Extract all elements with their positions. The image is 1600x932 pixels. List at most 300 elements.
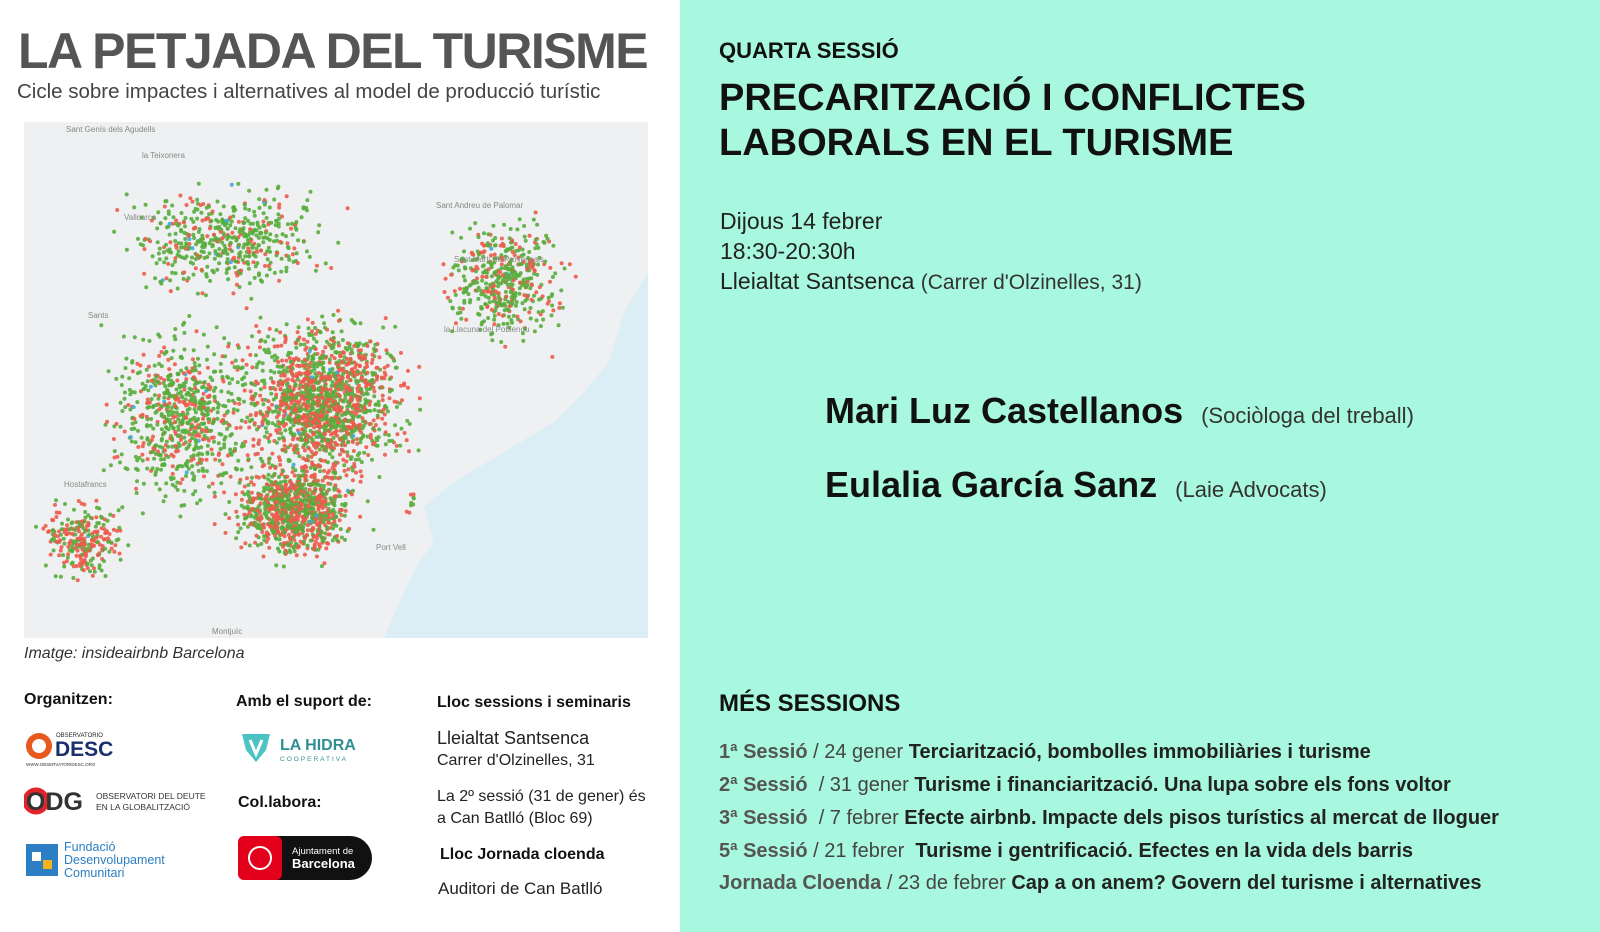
listing-dot: [157, 394, 161, 398]
listing-dot: [276, 212, 280, 216]
listing-dot: [557, 323, 561, 327]
listing-dot: [306, 491, 310, 495]
listing-dot: [403, 431, 407, 435]
listing-dot: [240, 504, 244, 508]
listing-dot: [310, 411, 314, 415]
listing-dot: [180, 477, 184, 481]
listing-dot: [332, 488, 336, 492]
listing-dot: [335, 424, 339, 428]
listing-dot: [274, 393, 278, 397]
listing-dot: [162, 346, 166, 350]
listing-dot: [366, 453, 370, 457]
listing-dot: [133, 335, 137, 339]
listing-dot: [278, 427, 282, 431]
listing-dot: [260, 460, 264, 464]
listing-dot: [163, 448, 167, 452]
listing-dot: [183, 224, 187, 228]
listing-dot: [509, 267, 513, 271]
listing-dot: [250, 491, 254, 495]
listing-dot: [162, 391, 166, 395]
listing-dot: [313, 326, 317, 330]
listing-dot: [285, 383, 289, 387]
note-line-2: a Can Batlló (Bloc 69): [437, 810, 593, 827]
listing-dot: [356, 402, 360, 406]
listing-dot: [364, 379, 368, 383]
listing-dot: [266, 516, 270, 520]
listing-dot: [346, 529, 350, 533]
listing-dot: [223, 223, 227, 227]
listing-dot: [533, 246, 537, 250]
listing-dot: [219, 389, 223, 393]
listing-dot: [77, 499, 81, 503]
listing-dot: [248, 544, 252, 548]
listing-dot: [278, 458, 282, 462]
listing-dot: [340, 413, 344, 417]
listing-dot: [320, 434, 324, 438]
listing-dot: [293, 474, 297, 478]
listing-dot: [135, 362, 139, 366]
listing-dot: [254, 353, 258, 357]
listing-dot: [381, 398, 385, 402]
listing-dot: [160, 412, 164, 416]
listing-dot: [242, 400, 246, 404]
listing-dot: [156, 240, 160, 244]
listing-dot: [479, 251, 483, 255]
listing-dot: [529, 306, 533, 310]
map-label-la-teixonera: la Teixonera: [142, 151, 185, 160]
listing-dot: [273, 387, 277, 391]
listing-dot: [256, 221, 260, 225]
listing-dot: [418, 408, 422, 412]
listing-dot: [89, 516, 93, 520]
listing-dot: [192, 273, 196, 277]
listing-dot: [506, 278, 510, 282]
listing-dot: [345, 450, 349, 454]
listing-dot: [184, 416, 188, 420]
listing-dot: [290, 222, 294, 226]
listing-dot: [195, 198, 199, 202]
listing-dot: [301, 499, 305, 503]
listing-dot: [228, 381, 232, 385]
listing-dot: [240, 498, 244, 502]
listing-dot: [409, 493, 413, 497]
listing-dot: [236, 408, 240, 412]
listing-dot: [372, 441, 376, 445]
listing-dot: [123, 391, 127, 395]
listing-dot: [357, 409, 361, 413]
listing-dot: [213, 491, 217, 495]
listing-dot: [265, 414, 269, 418]
listing-dot: [311, 432, 315, 436]
listing-dot: [159, 468, 163, 472]
listing-dot: [299, 380, 303, 384]
listing-dot: [284, 269, 288, 273]
listing-dot: [462, 249, 466, 253]
listing-dot: [388, 396, 392, 400]
listing-dot: [279, 344, 283, 348]
listing-dot: [53, 503, 57, 507]
listing-dot: [180, 384, 184, 388]
listing-dot: [226, 345, 230, 349]
listing-dot: [511, 288, 515, 292]
listing-dot: [395, 405, 399, 409]
listing-dot: [192, 429, 196, 433]
listing-dot: [496, 281, 500, 285]
listing-dot: [309, 429, 313, 433]
odg-logo: [24, 786, 224, 816]
listing-dot: [222, 204, 226, 208]
session-place-line: [720, 266, 1142, 298]
listing-dot: [294, 356, 298, 360]
listing-dot: [146, 388, 150, 392]
listing-dot: [303, 449, 307, 453]
listing-dot: [314, 376, 318, 380]
listing-dot: [197, 255, 201, 259]
listing-dot: [359, 387, 363, 391]
listing-dot: [515, 315, 519, 319]
listing-dot: [186, 412, 190, 416]
listing-dot: [164, 256, 168, 260]
listing-dot: [454, 293, 458, 297]
listing-dot: [316, 508, 320, 512]
listing-dot: [106, 519, 110, 523]
listing-dot: [332, 520, 336, 524]
listing-dot: [298, 454, 302, 458]
listing-dot: [213, 249, 217, 253]
listing-dot: [279, 270, 283, 274]
listing-dot: [216, 220, 220, 224]
listing-dot: [299, 503, 303, 507]
listing-dot: [301, 431, 305, 435]
listing-dot: [362, 356, 366, 360]
listing-dot: [250, 402, 254, 406]
listing-dot: [493, 314, 497, 318]
listing-dot: [190, 424, 194, 428]
listing-dot: [320, 315, 324, 319]
listing-dot: [295, 364, 299, 368]
listing-dot: [245, 476, 249, 480]
listing-dot: [307, 435, 311, 439]
listing-dot: [182, 331, 186, 335]
listing-dot: [268, 466, 272, 470]
listing-dot: [57, 540, 61, 544]
listing-dot: [297, 336, 301, 340]
listing-dot: [243, 440, 247, 444]
listing-dot: [259, 249, 263, 253]
listing-dot: [279, 387, 283, 391]
listing-dot: [277, 202, 281, 206]
listing-dot: [318, 469, 322, 473]
listing-dot: [310, 450, 314, 454]
listing-dot: [383, 404, 387, 408]
listing-dot: [123, 430, 127, 434]
listing-dot: [205, 469, 209, 473]
listing-dot: [254, 512, 258, 516]
listing-dot: [273, 345, 277, 349]
listing-dot: [344, 494, 348, 498]
listing-dot: [287, 494, 291, 498]
listing-dot: [235, 274, 239, 278]
listing-dot: [325, 526, 329, 530]
listing-dot: [165, 276, 169, 280]
listing-dot: [383, 366, 387, 370]
listing-dot: [319, 504, 323, 508]
listing-dot: [197, 452, 201, 456]
listing-dot: [277, 370, 281, 374]
listing-dot: [347, 362, 351, 366]
listing-dot: [44, 564, 48, 568]
listing-dot: [373, 371, 377, 375]
listing-dot: [190, 256, 194, 260]
listing-dot: [308, 333, 312, 337]
listing-dot: [264, 398, 268, 402]
listing-dot: [275, 415, 279, 419]
listing-dot: [233, 447, 237, 451]
listing-dot: [321, 386, 325, 390]
listing-dot: [271, 421, 275, 425]
listing-dot: [174, 398, 178, 402]
listing-dot: [309, 539, 313, 543]
more-sessions-heading: MÉS SESSIONS: [719, 690, 901, 717]
listing-dot: [217, 261, 221, 265]
listing-dot: [182, 503, 186, 507]
listing-dot: [474, 265, 478, 269]
listing-dot: [227, 516, 231, 520]
listing-dot: [462, 274, 466, 278]
listing-dot: [265, 216, 269, 220]
listing-dot: [96, 553, 100, 557]
listing-dot: [470, 269, 474, 273]
listing-dot: [89, 559, 93, 563]
listing-dot: [340, 375, 344, 379]
listing-dot: [204, 413, 208, 417]
listing-dot: [315, 364, 319, 368]
listing-dot: [246, 453, 250, 457]
listing-dot: [319, 363, 323, 367]
listing-dot: [206, 395, 210, 399]
listing-dot: [244, 516, 248, 520]
speaker-1: [825, 390, 1414, 432]
listing-dot: [213, 495, 217, 499]
listing-dot: [551, 244, 555, 248]
listing-dot: [224, 219, 228, 223]
listing-dot: [346, 341, 350, 345]
listing-dot: [51, 518, 55, 522]
listing-dot: [90, 563, 94, 567]
listing-dot: [394, 449, 398, 453]
listing-dot: [336, 309, 340, 313]
listing-dot: [71, 561, 75, 565]
listing-dot: [291, 372, 295, 376]
listing-dot: [320, 356, 324, 360]
listing-dot: [146, 379, 150, 383]
listing-dot: [206, 345, 210, 349]
listing-dot: [250, 334, 254, 338]
listing-dot: [176, 425, 180, 429]
listing-dot: [281, 511, 285, 515]
listing-dot: [227, 266, 231, 270]
listing-dot: [167, 401, 171, 405]
listing-dot: [223, 354, 227, 358]
listing-dot: [73, 533, 77, 537]
listing-dot: [311, 438, 315, 442]
listing-dot: [336, 476, 340, 480]
listing-dot: [172, 410, 176, 414]
listing-dot: [487, 267, 491, 271]
listing-dot: [324, 261, 328, 265]
listing-dot: [311, 356, 315, 360]
listing-dot: [263, 382, 267, 386]
listing-dot: [229, 475, 233, 479]
listing-dot: [317, 399, 321, 403]
listing-dot: [150, 379, 154, 383]
listing-dot: [110, 547, 114, 551]
listing-dot: [120, 452, 124, 456]
listing-dot: [217, 441, 221, 445]
listing-dot: [269, 392, 273, 396]
listing-dot: [290, 378, 294, 382]
listing-dot: [205, 429, 209, 433]
listing-dot: [252, 438, 256, 442]
listing-dot: [110, 541, 114, 545]
session-headline: [719, 76, 1579, 166]
listing-dot: [213, 226, 217, 230]
listing-dot: [284, 234, 288, 238]
listing-dot: [235, 283, 239, 287]
listing-dot: [255, 534, 259, 538]
listing-dot: [253, 214, 257, 218]
listing-dot: [550, 355, 554, 359]
session-info: [720, 206, 1142, 298]
listing-dot: [158, 247, 162, 251]
listing-dot: [275, 511, 279, 515]
listing-dot: [83, 530, 87, 534]
listing-dot: [223, 244, 227, 248]
listing-dot: [175, 481, 179, 485]
listing-dot: [322, 321, 326, 325]
listing-dot: [173, 327, 177, 331]
listing-dot: [321, 479, 325, 483]
listing-dot: [256, 524, 260, 528]
listing-dot: [234, 510, 238, 514]
listing-dot: [250, 243, 254, 247]
listing-dot: [123, 397, 127, 401]
listing-dot: [293, 444, 297, 448]
listing-dot: [179, 369, 183, 373]
listing-dot: [205, 358, 209, 362]
listing-dot: [262, 538, 266, 542]
listing-dot: [182, 436, 186, 440]
listing-dot: [370, 361, 374, 365]
listing-dot: [220, 219, 224, 223]
listing-dot: [560, 261, 564, 265]
listing-dot: [151, 254, 155, 258]
listing-dot: [528, 286, 532, 290]
listing-dot: [345, 431, 349, 435]
listing-dot: [251, 499, 255, 503]
listing-dot: [497, 301, 501, 305]
listing-dot: [268, 456, 272, 460]
listing-dot: [198, 498, 202, 502]
listing-dot: [303, 358, 307, 362]
listing-dot: [275, 497, 279, 501]
listing-dot: [285, 475, 289, 479]
listing-dot: [176, 449, 180, 453]
listing-dot: [459, 317, 463, 321]
listing-dot: [257, 197, 261, 201]
listing-dot: [226, 454, 230, 458]
listing-dot: [178, 194, 182, 198]
listing-dot: [348, 388, 352, 392]
listing-dot: [532, 294, 536, 298]
listing-dot: [162, 260, 166, 264]
listing-dot: [533, 269, 537, 273]
listing-dot: [315, 435, 319, 439]
listing-dot: [287, 255, 291, 259]
listing-dot: [177, 249, 181, 253]
listing-dot: [352, 462, 356, 466]
listing-dot: [267, 264, 271, 268]
listing-dot: [314, 332, 318, 336]
listing-dot: [329, 498, 333, 502]
listing-dot: [264, 426, 268, 430]
listing-dot: [147, 374, 151, 378]
listing-dot: [340, 503, 344, 507]
listing-dot: [314, 517, 318, 521]
listing-dot: [334, 524, 338, 528]
listing-dot: [162, 381, 166, 385]
listing-dot: [102, 559, 106, 563]
listing-dot: [325, 420, 329, 424]
listing-dot: [126, 467, 130, 471]
listing-dot: [338, 494, 342, 498]
listing-dot: [529, 317, 533, 321]
listing-dot: [93, 570, 97, 574]
listing-dot: [196, 357, 200, 361]
listing-dot: [373, 408, 377, 412]
listing-dot: [264, 231, 268, 235]
listing-dot: [387, 433, 391, 437]
listing-dot: [319, 375, 323, 379]
listing-dot: [162, 396, 166, 400]
listing-dot: [304, 487, 308, 491]
listing-dot: [292, 246, 296, 250]
listing-dot: [154, 443, 158, 447]
listing-dot: [451, 266, 455, 270]
listing-dot: [535, 318, 539, 322]
listing-dot: [154, 470, 158, 474]
listing-dot: [174, 232, 178, 236]
listing-dot: [533, 329, 537, 333]
listing-dot: [278, 330, 282, 334]
listing-dot: [146, 398, 150, 402]
listing-dot: [208, 279, 212, 283]
listing-dot: [318, 448, 322, 452]
listing-dot: [312, 361, 316, 365]
listing-dot: [539, 312, 543, 316]
listing-dot: [174, 271, 178, 275]
listing-dot: [219, 230, 223, 234]
listing-dot: [225, 427, 229, 431]
listing-dot: [155, 375, 159, 379]
listing-dot: [59, 549, 63, 553]
listing-dot: [182, 489, 186, 493]
listing-dot: [347, 392, 351, 396]
listing-dot: [189, 398, 193, 402]
listing-dot: [335, 412, 339, 416]
listing-dot: [117, 526, 121, 530]
session-number: Jornada Cloenda: [719, 872, 882, 894]
